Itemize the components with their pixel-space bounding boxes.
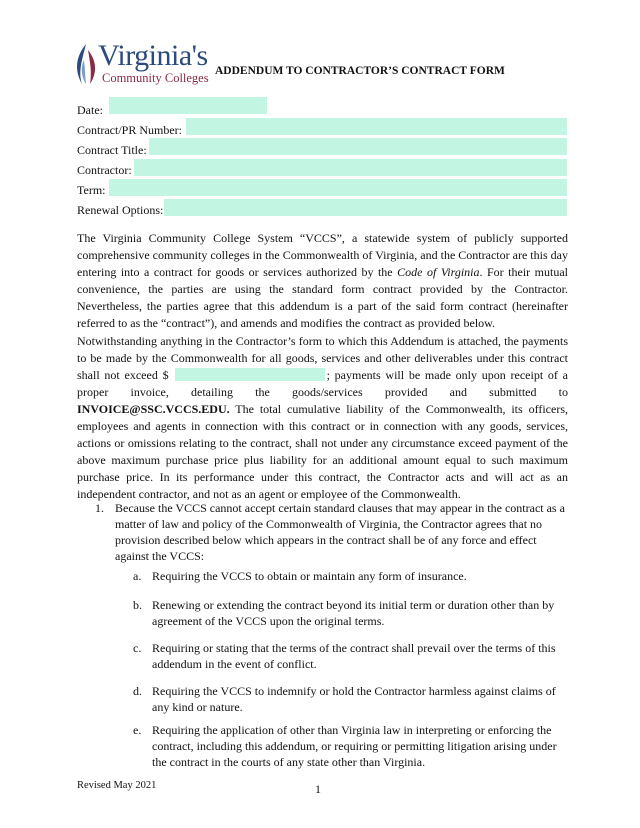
renewal-options-field[interactable]: [164, 199, 567, 216]
subitem-letter: a.: [133, 569, 142, 583]
subitem-letter: d.: [133, 684, 142, 698]
payment-paragraph: Notwithstanding anything in the Contractor’s form to which this Addendum is attached, the payments to be made by the Commonwealth for all goods, services and other deliverables under this contract shall not exceed $ ; payments will be made only upon receipt of a proper invoice, detailing the goods/services provided and submitted to INVOICE@SSC.VCCS.EDU. The total cumulative liability of the Commonwealth, its officers, employees and agents in connection with this contract or in connection with any goods, services, actions or omissions relating to the contract, shall not under any circumstance exceed payment of the above maximum purchase price plus liability for an additional amount equal to such maximum purchase price. In its performance under this contract, the Contractor acts and will act as an independent contractor, and not as an agent or employee of the Commonwealth.: [77, 334, 568, 501]
contract-title-label: Contract Title:: [77, 143, 147, 157]
contract-number-field[interactable]: [186, 118, 567, 135]
term-label: Term:: [77, 183, 106, 197]
subitem-text: Requiring the application of other than Virginia law in interpreting or enforcing the contract, including this addendum, or requiring or permitting litigation arising under the contract in the courts of any state other than Virginia.: [152, 723, 557, 769]
vccs-logo: [72, 40, 208, 88]
contractor-label: Contractor:: [77, 163, 132, 177]
max-amount-field[interactable]: [175, 368, 325, 381]
subitem-text: Requiring the VCCS to indemnify or hold the Contractor harmless against claims of any kind or nature.: [152, 684, 556, 714]
page-number: 1: [315, 782, 321, 796]
contract-number-label: Contract/PR Number:: [77, 123, 182, 137]
document-title: ADDENDUM TO CONTRACTOR’S CONTRACT FORM: [215, 65, 505, 77]
date-field[interactable]: [109, 97, 267, 114]
logo-subtitle: Community Colleges: [102, 71, 209, 85]
intro-paragraph: The Virginia Community College System “VCCS”, a statewide system of publicly supported comprehensive community colleges in the Commonwealth of Virginia, and the Contractor are this day entering into a contract for goods or services authorized by the Code of Virginia. For their mutual convenience, the parties are using the standard form contract provided by the Contractor. Nevertheless, the parties agree that this addendum is a part of the said form contract (hereinafter referred to as the “contract”), and amends and modifies the contract as provided below.: [77, 231, 568, 330]
contractor-field[interactable]: [134, 159, 567, 176]
item-text: Because the VCCS cannot accept certain standard clauses that may appear in the contract as a matter of law and policy of the Commonwealth of Virginia, the Contractor agrees that no provision described below which appears in the contract shall be of any force and effect against the VCCS:: [115, 501, 565, 563]
subitem-text: Renewing or extending the contract beyond its initial term or duration other than by agreement of the VCCS upon the original terms.: [152, 598, 555, 628]
term-field[interactable]: [109, 179, 567, 196]
date-label: Date:: [77, 103, 103, 117]
revision-date: Revised May 2021: [77, 780, 157, 791]
subitem-letter: c.: [133, 641, 142, 655]
subitem-text: Requiring the VCCS to obtain or maintain any form of insurance.: [152, 569, 467, 583]
renewal-options-label: Renewal Options:: [77, 203, 164, 217]
contract-title-field[interactable]: [149, 138, 567, 155]
item-number: 1.: [95, 501, 104, 515]
subitem-letter: b.: [133, 598, 142, 612]
subitem-letter: e.: [133, 723, 142, 737]
invoice-email: INVOICE@SSC.VCCS.EDU.: [77, 402, 230, 416]
logo-wordmark: Virginia's: [98, 39, 208, 72]
subitem-text: Requiring or stating that the terms of the contract shall prevail over the terms of this addendum in the event of conflict.: [152, 641, 556, 671]
code-of-virginia-ref: Code of Virginia: [397, 265, 480, 279]
